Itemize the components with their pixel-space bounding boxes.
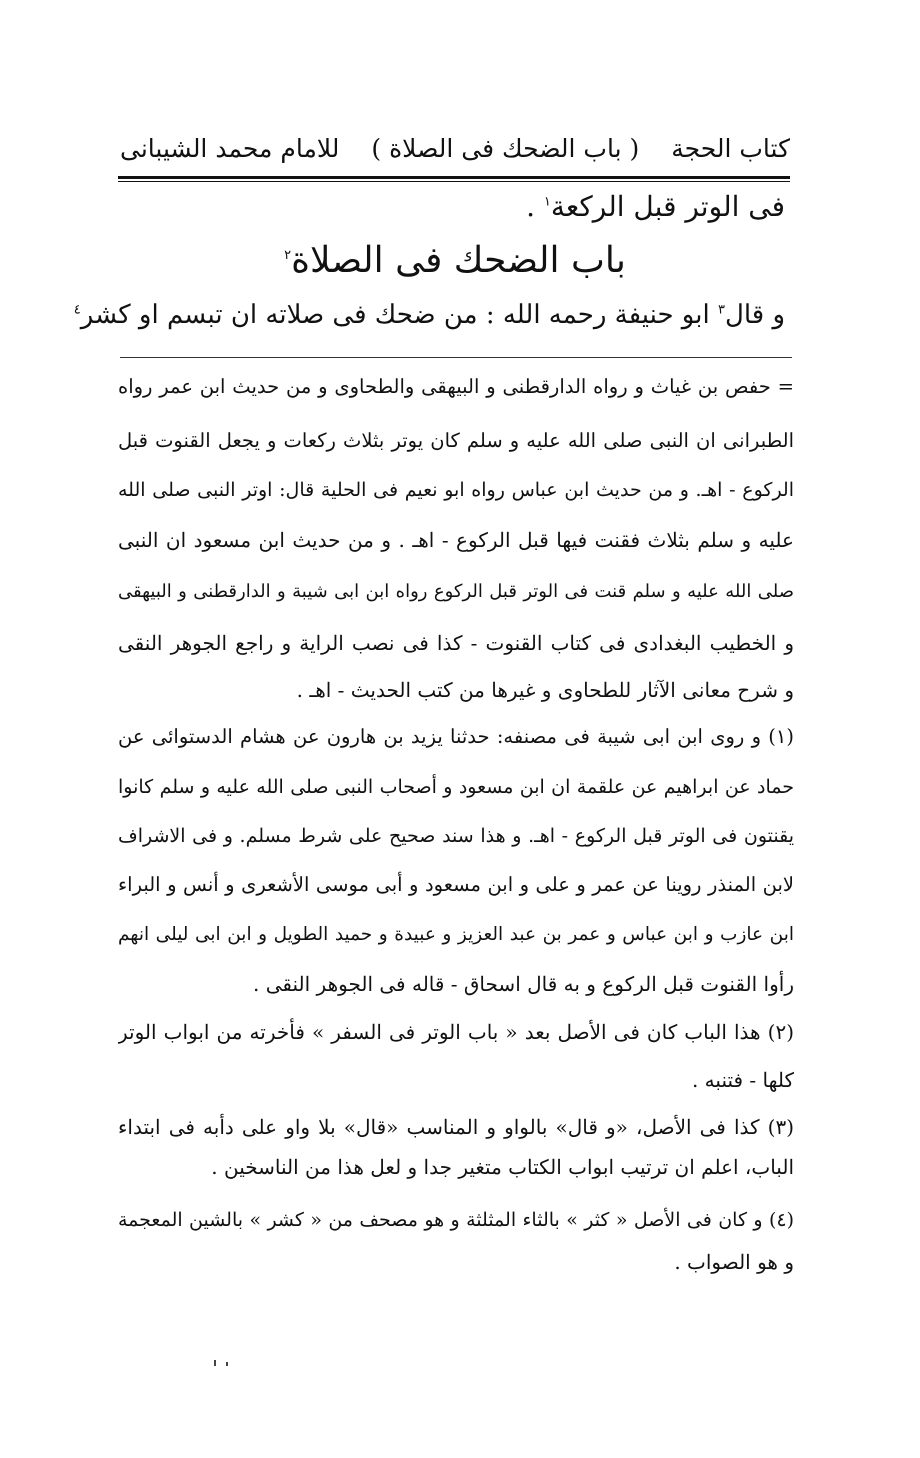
header-rule-thin: [118, 181, 790, 182]
footnote-line: رأوا القنوت قبل الركوع و به قال اسحاق - قاله فى الجوهر النقى .: [253, 972, 794, 996]
footnote-line: الطبرانى ان النبى صلى الله عليه و سلم كان يوتر بثلاث ركعات و يجعل القنوت قبل: [118, 429, 794, 452]
running-header: [120, 128, 790, 168]
body-paragraph: [74, 300, 785, 330]
body-note-ref-4: ٤: [73, 302, 81, 318]
body-note-ref-3: ٣: [717, 302, 725, 318]
footnote-line: كلها - فتنبه .: [691, 1068, 794, 1092]
header-author: للامام محمد الشيبانى: [120, 133, 340, 163]
header-chapter-title: ( باب الضحك فى الصلاة ): [371, 133, 640, 163]
footnote-line: لابن المنذر روينا عن عمر و على و ابن مسعود و أبى موسى الأشعرى و أنس و البراء: [118, 873, 794, 896]
continuation-note-ref: ١: [543, 194, 551, 210]
continuation-text: فى الوتر قبل الركعة: [550, 190, 785, 223]
footnote-line: (٣) كذا فى الأصل، «و قال» بالواو و المناسب «قال» بلا واو على دأبه فى ابتداء: [118, 1115, 794, 1139]
footnote-line: يقنتون فى الوتر قبل الركوع - اهـ. و هذا سند صحيح على شرط مسلم. و فى الاشراف: [118, 825, 794, 847]
footnote-line: (٢) هذا الباب كان فى الأصل بعد « باب الوتر فى السفر » فأخرته من ابواب الوتر: [118, 1020, 794, 1044]
body-text: ابو حنيفة رحمه الله : من ضحك فى صلاته ان تبسم او كشر: [80, 300, 718, 330]
chapter-heading: [120, 240, 790, 281]
footnote-line: ابن عازب و ابن عباس و عمر بن عبد العزيز و عبيدة و حميد الطويل و ابن ابى ليلى انهم: [118, 924, 794, 945]
footnote-line: و الخطيب البغدادى فى كتاب القنوت - كذا فى نصب الراية و راجع الجوهر النقى: [118, 631, 794, 655]
footnote-line: (١) و روى ابن ابى شيبة فى مصنفه: حدثنا يزيد بن هارون عن هشام الدستوائى عن: [118, 725, 794, 748]
footnote-line: حماد عن ابراهيم عن علقمة ان ابن مسعود و أصحاب النبى صلى الله عليه و سلم كانوا: [118, 776, 794, 798]
footnote-line: صلى الله عليه و سلم قنت فى الوتر قبل الركوع رواه ابن ابى شيبة و الدارقطنى و البيهقى: [118, 581, 794, 602]
footnote-line: عليه و سلم بثلاث فقنت فيها قبل الركوع - اهـ . و من حديث ابن مسعود ان النبى: [118, 528, 794, 552]
continuation-end: .: [526, 190, 544, 223]
chapter-note-ref: ٢: [284, 248, 292, 263]
continuation-line: [526, 190, 785, 223]
footnote-line: و شرح معانى الآثار للطحاوى و غيرها من كتب الحديث - اهـ .: [296, 678, 794, 702]
chapter-title: باب الضحك فى الصلاة: [291, 240, 626, 281]
footnote-line: الركوع - اهـ. و من حديث ابن عباس رواه ابو نعيم فى الحلية قال: اوتر النبى صلى الله: [118, 479, 794, 501]
footnote-line: (٤) و كان فى الأصل « كثر » بالثاء المثلثة و هو مصحف من « كشر » بالشين المعجمة: [118, 1209, 794, 1231]
footnote-separator: [120, 357, 792, 358]
body-lead: و قال: [724, 300, 785, 330]
footnote-line: الباب، اعلم ان ترتيب ابواب الكتاب متغير جدا و لعل هذا من الناسخين .: [211, 1155, 794, 1179]
footnote-line: و هو الصواب .: [674, 1250, 794, 1274]
scan-speck: [226, 1362, 228, 1366]
footnote-line: = حفص بن غياث و رواه الدارقطنى و البيهقى والطحاوى و من حديث ابن عمر رواه: [118, 375, 794, 398]
scan-speck: [214, 1360, 216, 1366]
header-book-title: كتاب الحجة: [671, 133, 790, 163]
header-rule-thick: [118, 176, 790, 179]
